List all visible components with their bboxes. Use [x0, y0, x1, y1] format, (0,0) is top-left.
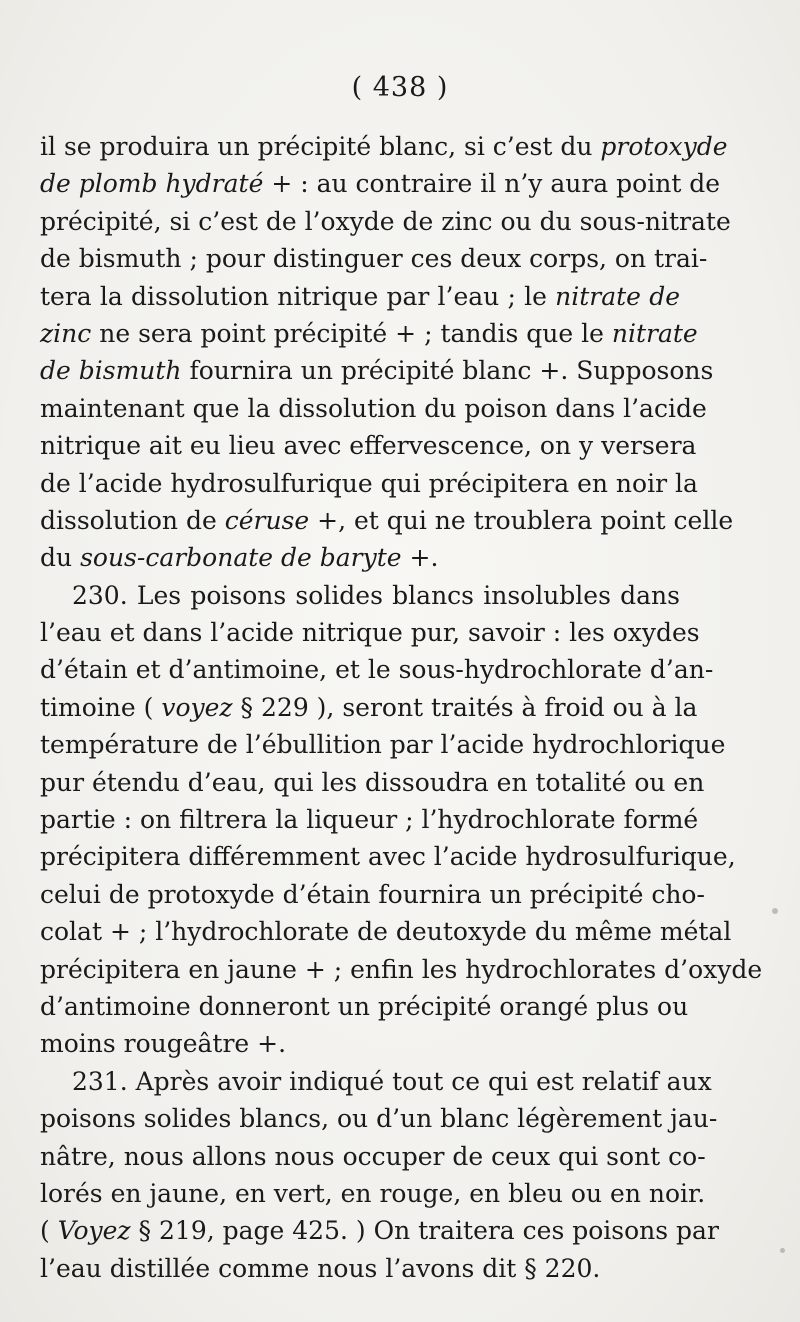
text-line	[40, 1100, 718, 1137]
text-segment: § 219, page 425. ) On traitera ces poisons par	[130, 1216, 719, 1246]
text-segment: poisons solides blancs, ou d’un blanc légèrement jau-	[40, 1104, 718, 1134]
text-segment: + : au contraire il n’y aura point de	[263, 169, 721, 199]
text-segment: nitrate	[611, 318, 698, 348]
text-segment: sous-carbonate de baryte	[80, 543, 402, 573]
text-segment: Voyez	[57, 1216, 131, 1246]
text-segment: nitrique ait eu lieu avec effervescence, on y versera	[40, 431, 697, 461]
text-segment: l’eau distillée comme nous l’avons dit § 220.	[40, 1253, 601, 1283]
text-segment: dissolution de	[40, 505, 225, 535]
text-segment: tera la dissolution nitrique par l’eau ; le	[40, 281, 556, 311]
text-segment: d’antimoine donneront un précipité orangé plus ou	[40, 991, 689, 1021]
text-segment: d’étain et d’antimoine, et le sous-hydrochlorate d’an-	[40, 655, 714, 685]
text-segment: +, et qui ne troublera point celle	[309, 505, 734, 535]
text-segment: du	[40, 543, 81, 573]
text-segment: partie : on filtrera la liqueur ; l’hydrochlorate formé	[40, 805, 699, 835]
text-line	[40, 203, 731, 240]
body-text	[40, 128, 763, 1287]
text-segment: l’eau et dans l’acide nitrique pur, savoir : les oxydes	[40, 618, 700, 648]
text-line	[40, 278, 680, 315]
text-segment: lorés en jaune, en vert, en rouge, en bleu ou en noir.	[40, 1178, 706, 1208]
text-line	[40, 764, 705, 801]
text-segment: de l’acide hydrosulfurique qui précipitera en noir la	[40, 468, 698, 498]
text-line	[40, 951, 763, 988]
text-line	[40, 876, 705, 913]
text-line	[40, 539, 680, 576]
text-segment: ne sera point précipité + ; tandis que le	[91, 318, 612, 348]
text-segment: protoxyde	[600, 132, 728, 161]
text-line	[40, 502, 734, 539]
text-segment: précipitera différemment avec l’acide hydrosulfurique,	[40, 842, 736, 872]
text-line	[40, 427, 697, 464]
text-line	[40, 465, 698, 502]
text-line	[40, 352, 714, 389]
text-line	[40, 913, 732, 950]
text-segment: celui de protoxyde d’étain fournira un précipité cho-	[40, 879, 705, 909]
text-segment: maintenant que la dissolution du poison dans l’acide	[40, 393, 707, 423]
text-line	[40, 128, 728, 165]
text-line	[40, 390, 707, 427]
text-line	[40, 838, 736, 875]
text-segment: moins rougeâtre +.	[40, 1029, 287, 1059]
text-segment: nitrate de	[555, 281, 680, 311]
text-segment: voyez	[161, 692, 233, 722]
text-line	[40, 315, 698, 352]
scan-speck	[780, 1248, 785, 1253]
text-line	[40, 651, 714, 688]
text-segment: de bismuth	[40, 356, 182, 386]
text-line	[40, 1138, 706, 1175]
text-segment: § 229 ), seront traités à froid ou à la	[232, 692, 698, 722]
text-line	[40, 801, 699, 838]
text-segment: colat + ; l’hydrochlorate de deutoxyde du même métal	[40, 917, 732, 947]
text-line	[40, 1250, 680, 1287]
text-segment: 231. Après avoir indiqué tout ce qui est relatif aux	[72, 1066, 712, 1096]
text-segment: (	[40, 1216, 58, 1246]
text-segment: pur étendu d’eau, qui les dissoudra en totalité ou en	[40, 767, 705, 797]
text-segment: céruse	[224, 505, 310, 535]
text-line	[40, 1175, 706, 1212]
page-number: ( 438 )	[351, 72, 449, 103]
text-line	[40, 1025, 680, 1062]
text-segment: précipitera en jaune + ; enfin les hydrochlorates d’oxyde	[40, 954, 763, 984]
text-segment: précipité, si c’est de l’oxyde de zinc ou du sous-nitrate	[40, 206, 731, 236]
text-segment: nâtre, nous allons nous occuper de ceux qui sont co-	[40, 1141, 706, 1171]
text-line	[40, 165, 721, 202]
text-segment: fournira un précipité blanc +. Supposons	[181, 356, 714, 386]
text-segment: de plomb hydraté	[40, 169, 264, 199]
text-line	[40, 614, 700, 651]
text-segment: température de l’ébullition par l’acide hydrochlorique	[40, 730, 726, 760]
text-line	[40, 726, 726, 763]
text-line	[40, 577, 680, 614]
text-segment: de bismuth ; pour distinguer ces deux corps, on trai-	[40, 244, 708, 274]
text-line	[40, 240, 708, 277]
text-line	[40, 1212, 719, 1249]
text-line	[40, 1063, 712, 1100]
scan-speck	[772, 908, 778, 914]
text-line	[40, 689, 698, 726]
text-segment: +.	[401, 543, 439, 573]
text-segment: il se produira un précipité blanc, si c’est du	[40, 132, 601, 161]
text-segment: zinc	[40, 318, 92, 348]
text-segment: 230. Les poisons solides blancs insolubles dans	[72, 580, 680, 610]
text-segment: timoine (	[40, 692, 162, 722]
text-line	[40, 988, 689, 1025]
